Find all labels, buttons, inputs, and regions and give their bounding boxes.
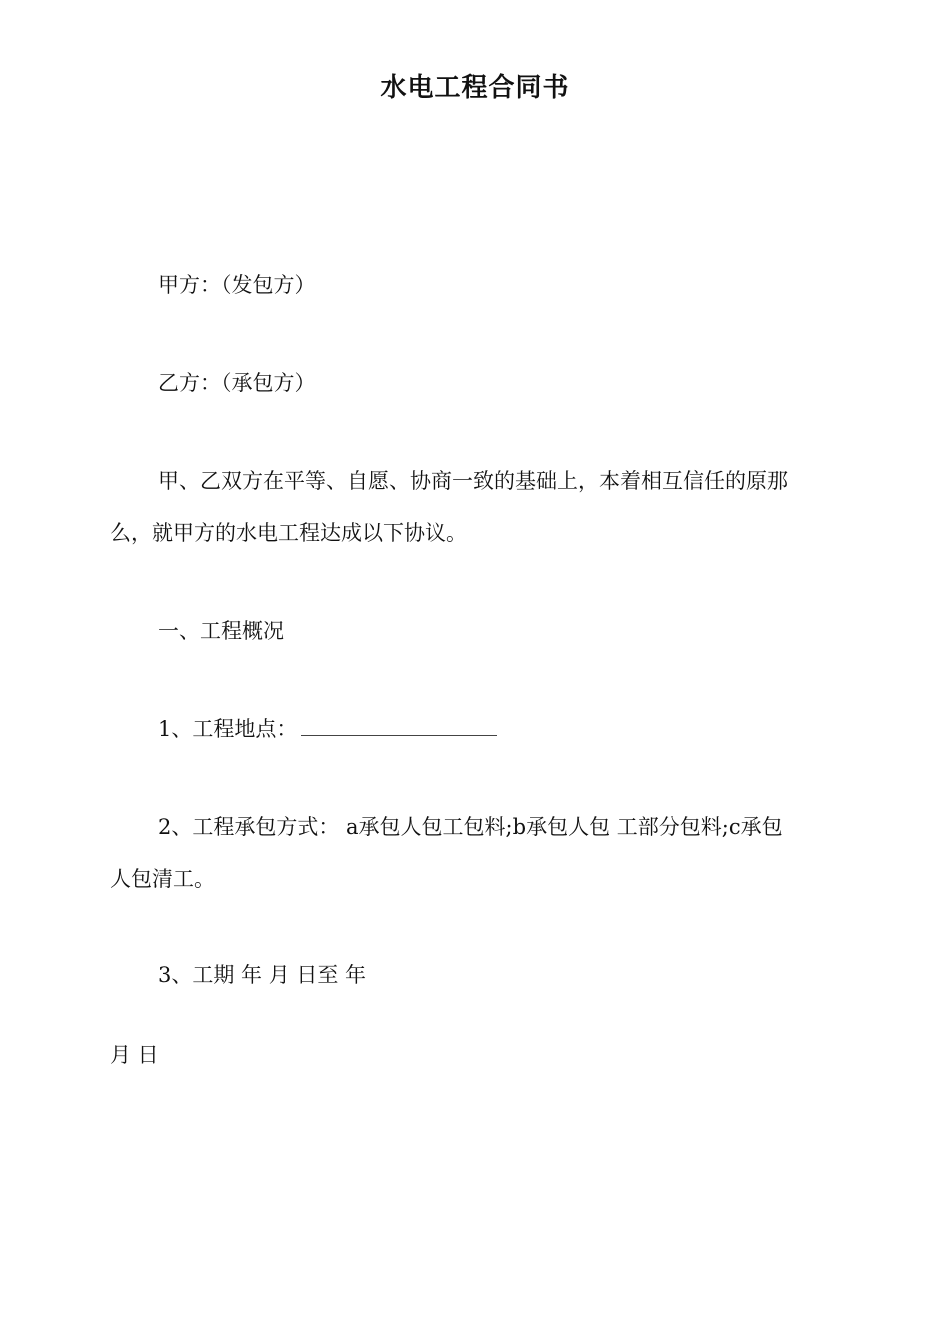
party-b-line: 乙方：（承包方） <box>158 371 316 395</box>
item-1-label: 1、工程地点： <box>158 717 298 741</box>
document-title: 水电工程合同书 <box>380 73 570 103</box>
item-2-line-2: 人包清工。 <box>110 867 215 891</box>
item-3-line-2: 月 日 <box>110 1043 159 1067</box>
location-blank-field <box>301 717 497 736</box>
preamble-line-1: 甲、乙双方在平等、自愿、协商一致的基础上，本着相互信任的原那 <box>158 469 788 493</box>
party-a-line: 甲方：（发包方） <box>158 273 316 297</box>
item-3-line-1: 3、工期 年 月 日至 年 <box>158 963 367 987</box>
item-2-line-1: 2、工程承包方式： a承包人包工包料;b承包人包 工部分包料;c承包 <box>158 815 783 839</box>
preamble-line-2: 么，就甲方的水电工程达成以下协议。 <box>110 521 467 545</box>
section-1-heading: 一、工程概况 <box>158 619 284 643</box>
item-1-location <box>158 714 497 744</box>
